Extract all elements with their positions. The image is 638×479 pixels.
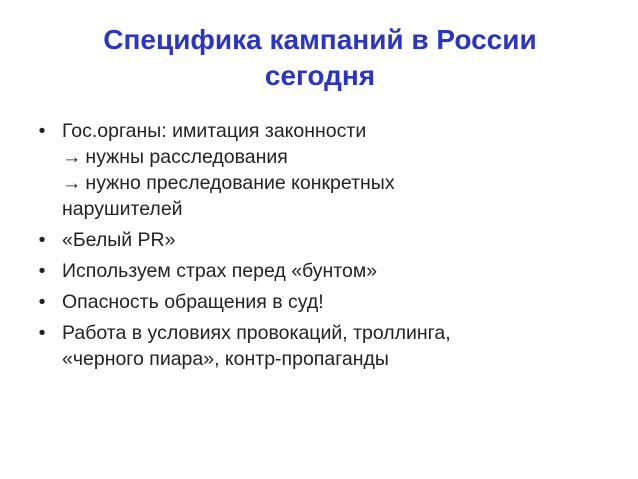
bullet-text: «Белый PR» bbox=[62, 229, 176, 251]
slide-title bbox=[40, 22, 600, 94]
bullet-icon: • bbox=[38, 229, 46, 251]
bullet-list bbox=[34, 118, 594, 377]
bullet-icon: • bbox=[38, 322, 46, 344]
bullet-text: Опасность обращения в суд! bbox=[62, 291, 324, 313]
bullet-text: Гос.органы: имитация законности bbox=[62, 120, 367, 142]
title-line-2: сегодня bbox=[264, 60, 376, 91]
bullet-item-authorities bbox=[34, 118, 594, 222]
bullet-item-fear bbox=[34, 258, 594, 284]
bullet-text: Используем страх перед «бунтом» bbox=[62, 260, 378, 282]
bullet-icon: • bbox=[38, 120, 46, 142]
bullet-icon: • bbox=[38, 291, 46, 313]
sub-line-prosecution: → нужно преследование конкретных bbox=[62, 172, 395, 194]
arrow-right-icon: → bbox=[62, 172, 82, 194]
bullet-text: Работа в условиях провокаций, троллинга, bbox=[62, 322, 451, 344]
arrow-right-icon: → bbox=[62, 146, 82, 168]
bullet-item-white-pr bbox=[34, 227, 594, 253]
sub-line-prosecution-cont: нарушителей bbox=[62, 198, 183, 220]
sub-line-investigations: → нужны расследования bbox=[62, 146, 288, 168]
bullet-text-cont: «черного пиара», контр-пропаганды bbox=[62, 348, 389, 370]
title-line-1: Специфика кампаний в России bbox=[103, 24, 537, 55]
bullet-icon: • bbox=[38, 260, 46, 282]
bullet-item-court bbox=[34, 289, 594, 315]
bullet-item-provocations bbox=[34, 320, 594, 372]
